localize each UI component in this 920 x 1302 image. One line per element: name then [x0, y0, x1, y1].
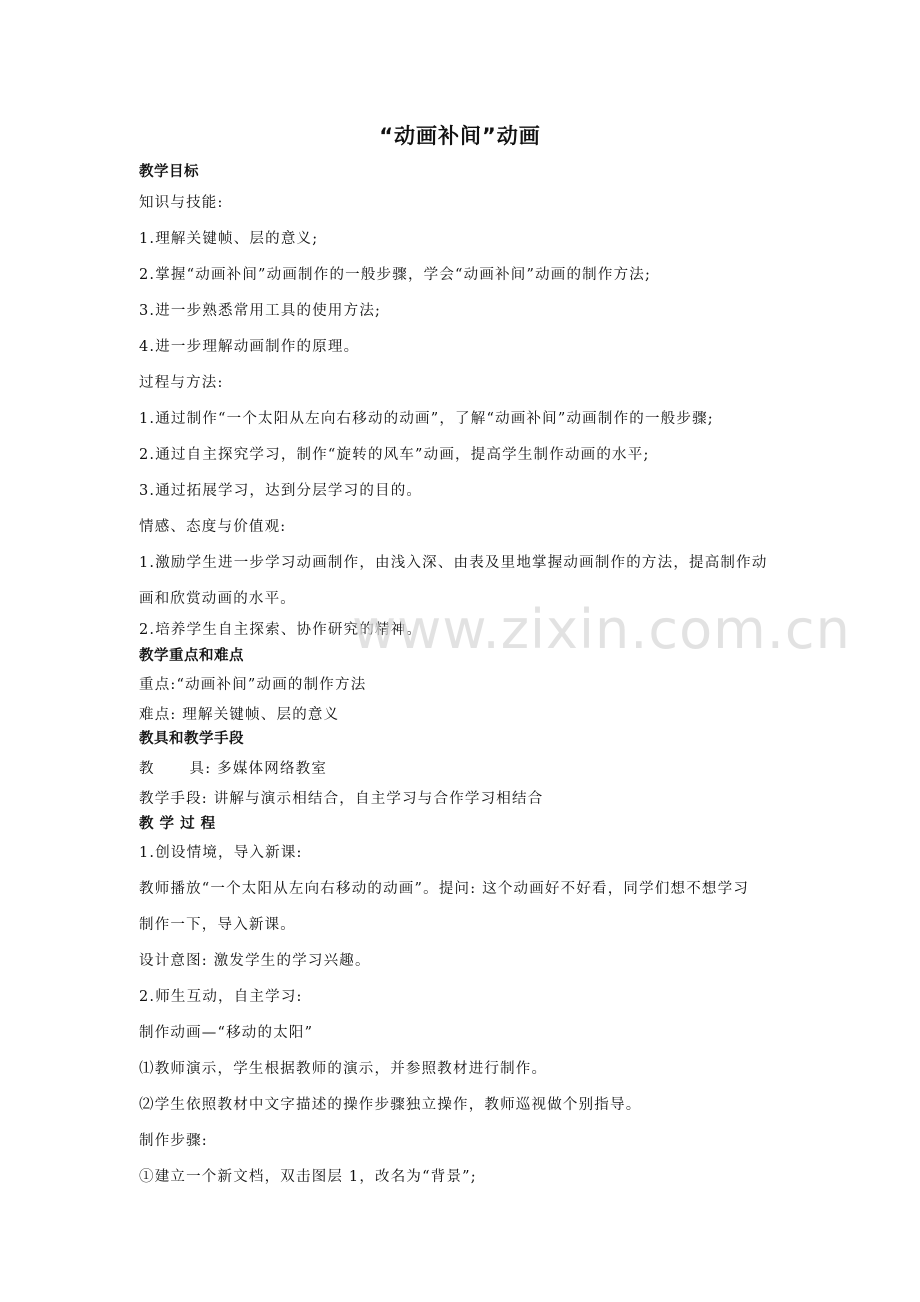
equipment-line [139, 759, 327, 779]
process-item-3: 3.通过拓展学习，达到分层学习的目的。 [139, 483, 423, 499]
step2-task: 制作动画—“移动的太阳” [139, 1025, 314, 1041]
equipment-label: 教 具: [139, 761, 212, 777]
step2-item-2: ⑵学生依照教材中文字描述的操作步骤独立操作，教师巡视做个别指导。 [139, 1097, 642, 1113]
step1-title: 1.创设情境，导入新课: [139, 845, 303, 861]
knowledge-item-1: 1.理解关键帧、层的意义; [139, 231, 319, 247]
knowledge-item-4: 4.进一步理解动画制作的原理。 [139, 339, 360, 355]
tools-heading: 教具和教学手段 [139, 731, 244, 747]
step1-text-line-2: 制作一下，导入新课。 [139, 917, 296, 933]
attitude-label: 情感、态度与价值观: [139, 519, 287, 535]
teaching-process-heading: 教 学 过 程 [139, 816, 216, 832]
step2-item-1: ⑴教师演示，学生根据教师的演示，并参照教材进行制作。 [139, 1061, 548, 1077]
attitude-item-1-line-2: 画和欣赏动画的水平。 [139, 591, 296, 607]
key-points-heading: 教学重点和难点 [139, 648, 244, 664]
steps-label: 制作步骤: [139, 1133, 208, 1149]
knowledge-item-3: 3.进一步熟悉常用工具的使用方法; [139, 303, 382, 319]
objectives-heading: 教学目标 [139, 164, 199, 180]
watermark-text: www.zixin.com.cn [352, 598, 851, 661]
key-point-focus: 重点:“动画补间”动画的制作方法 [139, 677, 367, 693]
knowledge-item-2: 2.掌握“动画补间”动画制作的一般步骤，学会“动画补间”动画的制作方法; [139, 267, 652, 283]
knowledge-label: 知识与技能: [139, 195, 224, 211]
attitude-item-1-line-1: 1.激励学生进一步学习动画制作，由浅入深、由表及里地掌握动画制作的方法，提高制作动 [139, 555, 768, 571]
process-item-2: 2.通过自主探究学习，制作“旋转的风车”动画，提高学生制作动画的水平; [139, 447, 650, 463]
equipment-value: 多媒体网络教室 [217, 761, 328, 777]
teaching-means: 教学手段: 讲解与演示相结合，自主学习与合作学习相结合 [139, 791, 544, 807]
process-item-1: 1.通过制作“一个太阳从左向右移动的动画”，了解“动画补间”动画制作的一般步骤; [139, 411, 714, 427]
steps-item-1: ①建立一个新文档，双击图层 1，改名为“背景”; [139, 1169, 477, 1185]
process-label: 过程与方法: [139, 375, 224, 391]
page-title: “动画补间”动画 [379, 124, 541, 148]
step2-title: 2.师生互动，自主学习: [139, 989, 303, 1005]
key-point-difficulty: 难点: 理解关键帧、层的意义 [139, 707, 340, 723]
step1-design-intent: 设计意图: 激发学生的学习兴趣。 [139, 953, 371, 969]
attitude-item-2: 2.培养学生自主探索、协作研究的精神。 [139, 622, 423, 638]
step1-text-line-1: 教师播放“一个太阳从左向右移动的动画”。提问: 这个动画好不好看，同学们想不想学习 [139, 881, 750, 897]
